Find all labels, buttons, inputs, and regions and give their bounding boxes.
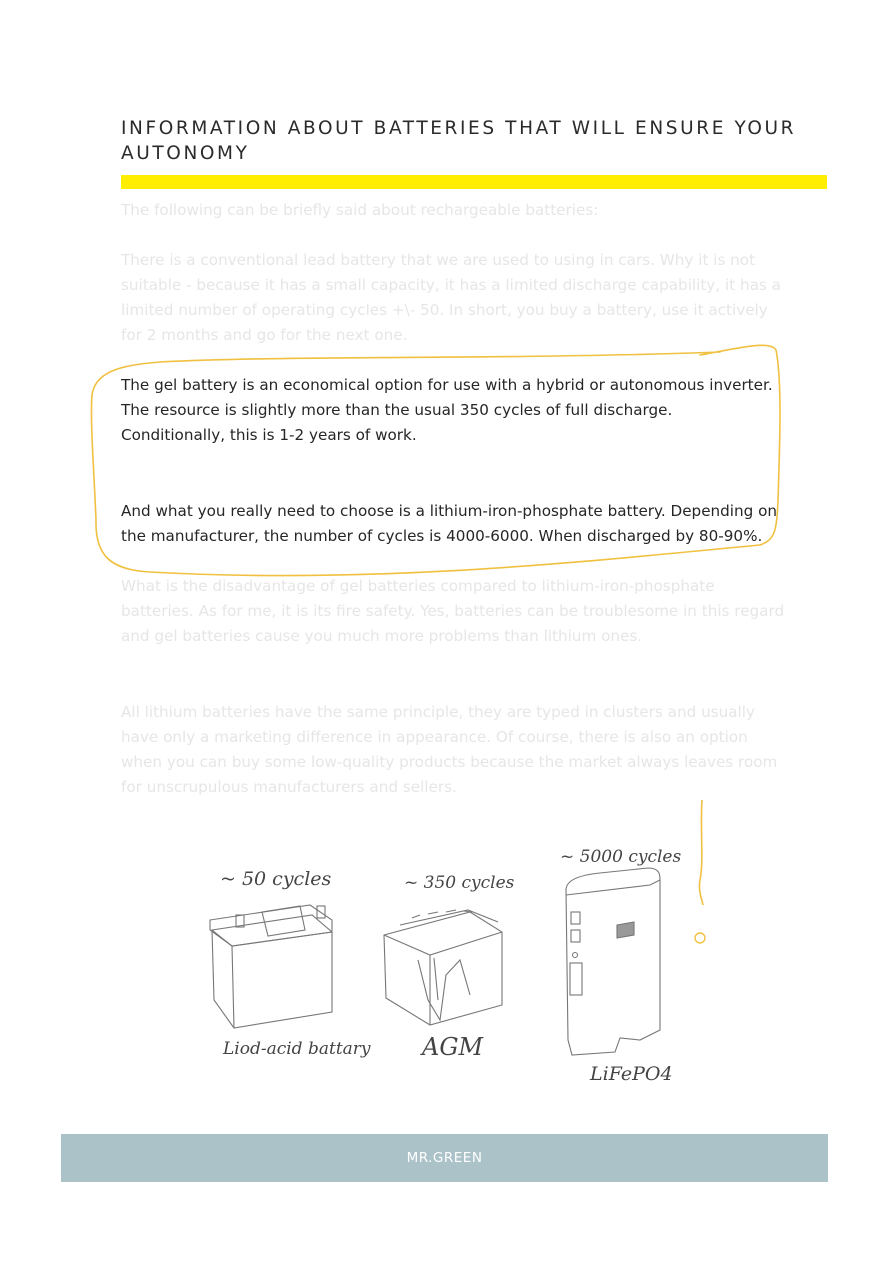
paragraph-gel-disadvantage: What is the disadvantage of gel batteries compared to lithium-iron-phosphate batteries. As for me, it is its fire safety. Yes, batteries can be troublesome in this regard and gel batteries cause you much more problems than lithium ones. — [121, 577, 785, 645]
intro-text: The following can be briefly said about rechargeable batteries: — [121, 201, 599, 219]
paragraph-lithium-principle: All lithium batteries have the same principle, they are typed in clusters and usually have only a marketing difference in appearance. Of course, there is also an option when you can buy some low-quality products because the market always leaves room for unscrupulous manufacturers and sellers. — [121, 703, 778, 796]
footer-brand: MR.GREEN — [406, 1150, 483, 1166]
lifepo4-name-label: LiFePO4 — [590, 1063, 673, 1085]
lifepo4-cycles-label: ~ 5000 cycles — [560, 847, 682, 867]
agm-cycles-label: ~ 350 cycles — [404, 873, 515, 893]
lead-acid-cycles-label: ~ 50 cycles — [220, 868, 332, 890]
footer-bar — [61, 1134, 828, 1182]
lead-acid-name-label: Liod-acid battary — [223, 1039, 371, 1059]
agm-battery-sketch — [384, 910, 502, 1025]
page-title: INFORMATION ABOUT BATTERIES THAT WILL ENSURE YOUR AUTONOMY — [121, 118, 797, 164]
agm-name-label: AGM — [422, 1033, 484, 1061]
paragraph-gel-battery: The gel battery is an economical option for use with a hybrid or autonomous inverter. The resource is slightly more than the usual 350 cycles of full discharge. Conditionally, this is 1-2 years of work. — [121, 376, 773, 444]
paragraph-lifepo4-battery: And what you really need to choose is a lithium-iron-phosphate battery. Depending on the manufacturer, the number of cycles is 4000-6000. When discharged by 80-90%. — [121, 502, 778, 545]
battery-labels — [220, 847, 681, 1085]
lifepo4-battery-sketch — [566, 868, 660, 1055]
paragraph-lead-battery: There is a conventional lead battery that we are used to using in cars. Why it is not suitable - because it has a small capacity, it has a limited discharge capability, it has a limited number of operating cycles +\- 50. In short, you buy a battery, use it actively for 2 months and go for the next one. — [121, 251, 781, 344]
lead-acid-battery-sketch — [210, 905, 332, 1028]
